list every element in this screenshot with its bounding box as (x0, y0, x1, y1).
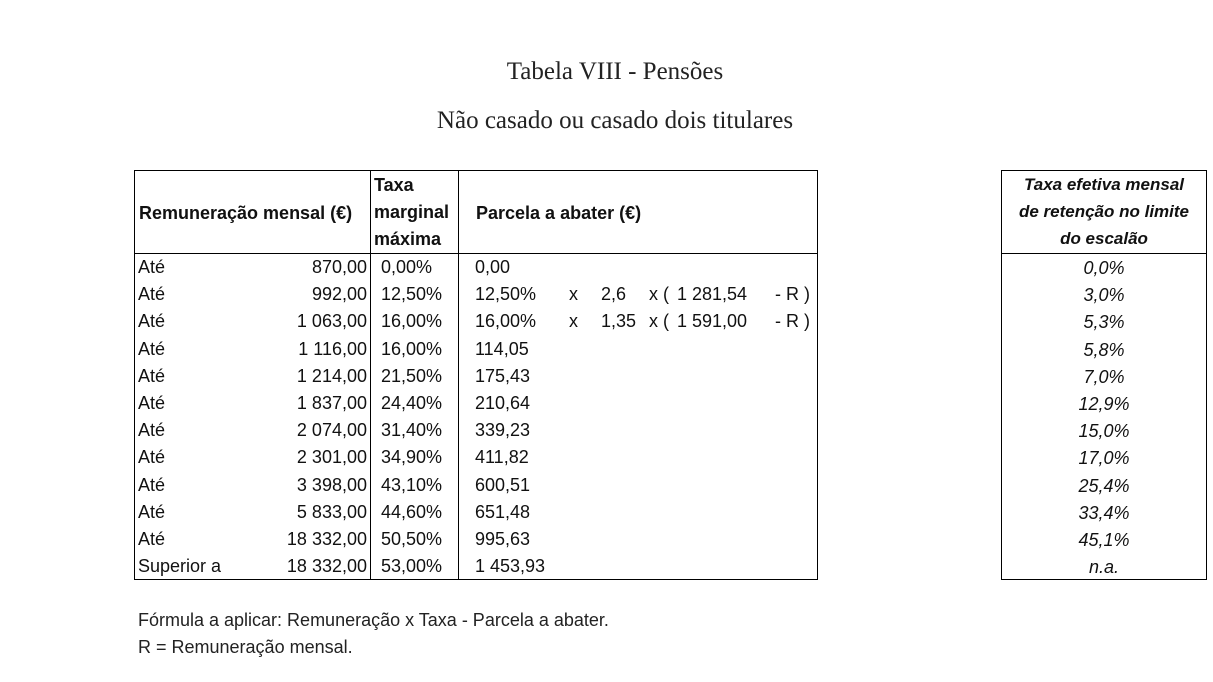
pension-table (134, 170, 818, 580)
divider (1002, 253, 1206, 254)
row-limit: 1 591,00 (677, 311, 748, 332)
row-rate: 16,00% (381, 338, 443, 359)
row-times-symbol: x (569, 311, 578, 332)
header-taxa-line2: marginal (374, 202, 450, 222)
row-remuneration: 2 301,00 (296, 447, 367, 468)
row-multiplier: 1,35 (601, 311, 637, 332)
r-definition-note: R = Remuneração mensal. (138, 637, 353, 657)
row-remuneration: 870,00 (311, 257, 367, 277)
row-label: Superior a (138, 556, 222, 577)
table-row (135, 282, 817, 309)
row-multiplier: 2,6 (601, 284, 627, 305)
row-remuneration: 1 063,00 (296, 311, 367, 332)
row-deduction: 411,82 (475, 447, 529, 468)
table-subtitle: Não casado ou casado dois titulares (436, 107, 794, 134)
table-row (135, 473, 817, 500)
row-rate: 0,00% (381, 257, 433, 277)
header-parcela: Parcela a abater (€) (476, 203, 642, 223)
effective-rate-value: n.a. (1088, 557, 1120, 578)
table-row (135, 337, 817, 364)
effective-rate-value: 15,0% (1078, 421, 1130, 442)
row-remuneration: 992,00 (311, 284, 367, 305)
row-remuneration: 18 332,00 (286, 556, 367, 577)
effective-rate-value: 5,3% (1083, 312, 1125, 333)
row-remuneration: 1 214,00 (296, 365, 367, 386)
row-label: Até (138, 529, 166, 549)
effective-rate-value: 17,0% (1078, 448, 1130, 469)
table-row (135, 527, 817, 554)
row-deduction: 1 453,93 (475, 556, 546, 577)
table-row (135, 364, 817, 391)
row-minus-r: - R ) (775, 311, 810, 332)
row-rate: 43,10% (381, 474, 443, 495)
side-header-line1: Taxa efetiva mensal (1023, 175, 1184, 194)
effective-rate-value: 5,8% (1083, 339, 1125, 360)
row-deduction: 16,00% (475, 311, 537, 332)
table-title: Tabela VIII - Pensões (506, 58, 724, 85)
row-remuneration: 18 332,00 (286, 529, 367, 549)
row-minus-r: - R ) (775, 284, 810, 305)
row-label: Até (138, 474, 166, 495)
side-header-line3: do escalão (1060, 229, 1148, 248)
row-times-symbol: x (569, 284, 578, 305)
row-label: Até (138, 420, 166, 441)
effective-rate-value: 12,9% (1078, 394, 1130, 414)
effective-rate-value: 7,0% (1083, 366, 1125, 387)
divider (135, 253, 817, 254)
row-remuneration: 1 116,00 (298, 338, 367, 359)
row-rate: 50,50% (381, 529, 443, 549)
row-deduction: 995,63 (475, 529, 531, 549)
row-label: Até (138, 393, 166, 413)
row-deduction: 175,43 (475, 365, 531, 386)
row-deduction: 114,05 (475, 338, 529, 359)
row-rate: 24,40% (381, 393, 443, 413)
row-rate: 16,00% (381, 311, 443, 332)
effective-rate-value: 45,1% (1078, 530, 1130, 550)
row-deduction: 600,51 (475, 474, 531, 495)
row-times-open: x ( (649, 311, 669, 332)
row-rate: 31,40% (381, 420, 443, 441)
row-remuneration: 2 074,00 (296, 420, 367, 441)
row-label: Até (138, 338, 166, 359)
row-rate: 12,50% (381, 284, 443, 305)
table-row (135, 500, 817, 527)
row-remuneration: 1 837,00 (296, 393, 367, 413)
row-rate: 21,50% (381, 365, 443, 386)
row-deduction: 12,50% (475, 284, 537, 305)
row-remuneration: 3 398,00 (296, 474, 367, 495)
table-row (135, 554, 817, 581)
formula-note: Fórmula a aplicar: Remuneração x Taxa - Parcela a abater. (138, 610, 609, 630)
table-row (135, 445, 817, 472)
row-label: Até (138, 284, 166, 305)
table-row (135, 309, 817, 336)
row-rate: 53,00% (381, 556, 443, 577)
row-deduction: 651,48 (475, 501, 531, 522)
header-taxa-line3: máxima (374, 229, 442, 249)
row-label: Até (138, 311, 166, 332)
row-label: Até (138, 257, 166, 277)
row-rate: 34,90% (381, 447, 443, 468)
row-times-open: x ( (649, 284, 669, 305)
row-limit: 1 281,54 (677, 284, 748, 305)
effective-rate-value: 0,0% (1083, 258, 1125, 278)
row-rate: 44,60% (381, 501, 443, 522)
effective-rate-value: 3,0% (1083, 285, 1125, 306)
row-label: Até (138, 501, 166, 522)
effective-rate-value: 33,4% (1078, 502, 1130, 523)
row-label: Até (138, 447, 166, 468)
row-remuneration: 5 833,00 (296, 501, 367, 522)
header-remuneracao: Remuneração mensal (€) (139, 203, 353, 223)
table-row (135, 255, 817, 282)
effective-rate-table (1001, 170, 1207, 580)
row-deduction: 210,64 (475, 393, 531, 413)
effective-rate-value: 25,4% (1078, 475, 1130, 496)
row-deduction: 0,00 (475, 257, 511, 277)
side-header-line2: de retenção no limite (1018, 202, 1190, 221)
header-taxa-line1: Taxa (374, 175, 414, 195)
table-row (135, 418, 817, 445)
table-row (135, 391, 817, 418)
row-deduction: 339,23 (475, 420, 531, 441)
row-label: Até (138, 365, 166, 386)
